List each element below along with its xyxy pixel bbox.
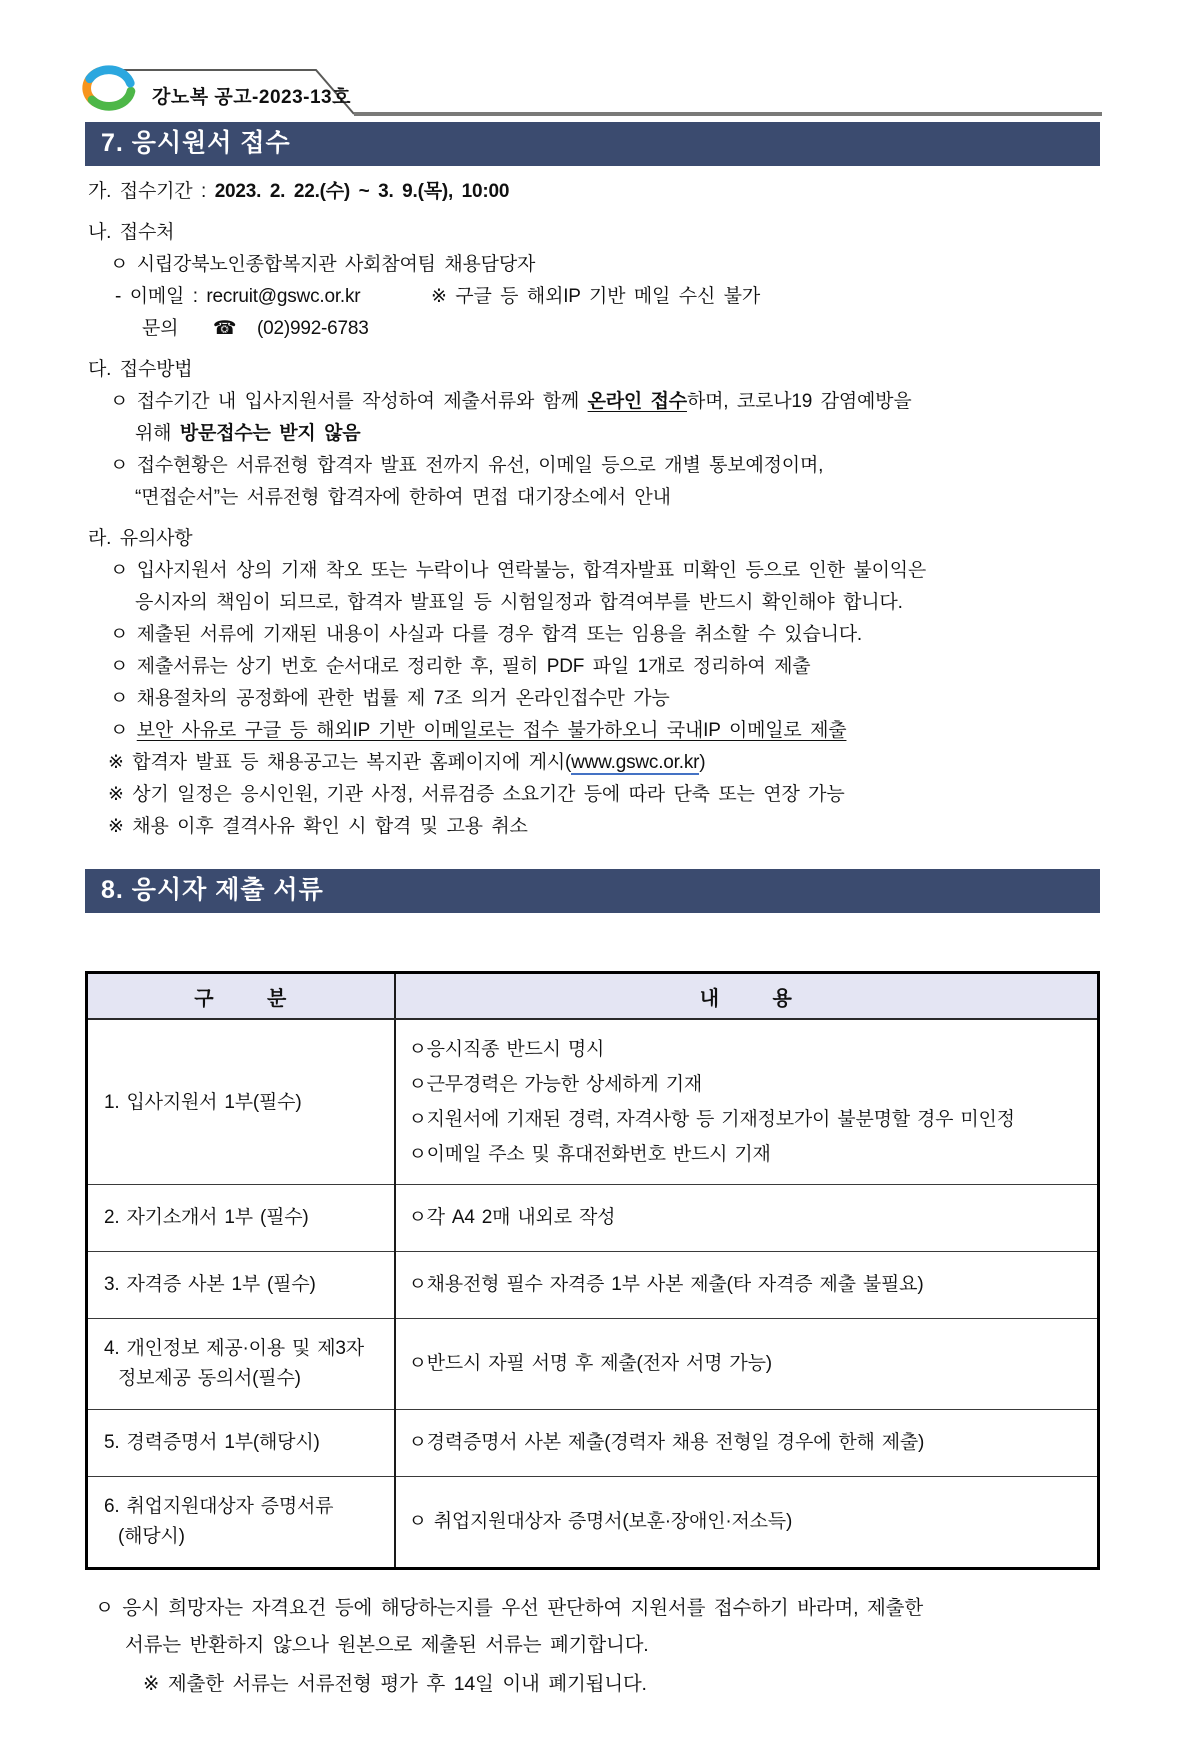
document-page [0, 60, 1190, 1742]
table-row [87, 1477, 1099, 1569]
section-7-content [85, 176, 1104, 843]
table-row [87, 1410, 1099, 1477]
row-6-content: ㅇ 취업지원대상자 증명서(보훈·장애인·저소득) [395, 1477, 1099, 1569]
reception-period-label: 가. 접수기간 : [88, 181, 207, 202]
row-6-category: 6. 취업지원대상자 증명서류 (해당시) [87, 1477, 395, 1569]
no-visit-emphasis: 방문접수는 받지 않음 [179, 423, 361, 444]
row-2-category: 2. 자기소개서 1부 (필수) [87, 1185, 395, 1252]
caution-item-1: ㅇ 입사지원서 상의 기재 착오 또는 누락이나 연락불능, 합격자발표 미확인 등으로 인한 불이익은 [110, 560, 927, 581]
document-number: 강노복 공고-2023-13호 [152, 87, 351, 108]
footer-note-2: ※ 제출한 서류는 서류전형 평가 후 14일 이내 폐기됩니다. [143, 1673, 647, 1695]
table-row [87, 1319, 1099, 1410]
row-5-content: ㅇ경력증명서 사본 제출(경력자 채용 전형일 경우에 한해 제출) [395, 1410, 1099, 1477]
section-7-title-bar [85, 122, 1100, 166]
reception-period-line [85, 176, 1104, 208]
reception-office-heading: 나. 접수처 [88, 222, 175, 243]
table-row [87, 1185, 1099, 1252]
reception-method-heading: 다. 접수방법 [88, 359, 193, 380]
row-4-category: 4. 개인정보 제공·이용 및 제3자 정보제공 동의서(필수) [87, 1319, 395, 1410]
caution-item-5: ㅇ 보안 사유로 구글 등 해외IP 기반 이메일로는 접수 불가하오니 국내IP 이메일로 제출 [110, 720, 847, 741]
table-header-row [87, 973, 1099, 1020]
row-2-content: ㅇ각 A4 2매 내외로 작성 [395, 1185, 1099, 1252]
section-7-title: 7. 응시원서 접수 [101, 129, 291, 157]
email-note: ※ 구글 등 해외IP 기반 메일 수신 불가 [431, 286, 760, 307]
section-8-title-bar [85, 869, 1100, 913]
note-1: ※ 합격자 발표 등 채용공고는 복지관 홈페이지에 게시(www.gswc.or.kr) [108, 752, 706, 773]
footer-note-1: ㅇ 응시 희망자는 자격요건 등에 해당하는지를 우선 판단하여 지원서를 접수하기 바라며, 제출한 [95, 1597, 923, 1619]
table-row [87, 1019, 1099, 1185]
row-3-content: ㅇ채용전형 필수 자격증 1부 사본 제출(타 자격증 제출 불필요) [395, 1252, 1099, 1319]
footer-note-1-cont: 서류는 반환하지 않으나 원본으로 제출된 서류는 폐기합니다. [125, 1634, 649, 1656]
section-8-title: 8. 응시자 제출 서류 [101, 876, 324, 904]
organization-logo-icon [80, 62, 138, 114]
submission-documents-table [85, 971, 1100, 1570]
document-header [78, 60, 1102, 120]
method-item-2: ㅇ 접수현황은 서류전형 합격자 발표 전까지 유선, 이메일 등으로 개별 통보예정이며, [110, 455, 824, 476]
row-3-category: 3. 자격증 사본 1부 (필수) [87, 1252, 395, 1319]
method-item-1: ㅇ 접수기간 내 입사지원서를 작성하여 제출서류와 함께 온라인 접수하며, 코로나19 감염예방을 [110, 391, 912, 412]
column-header-content: 내 용 [395, 973, 1099, 1020]
phone-label: 문의 [142, 318, 179, 339]
caution-item-2: ㅇ 제출된 서류에 기재된 내용이 사실과 다를 경우 합격 또는 임용을 취소할 수 있습니다. [110, 624, 862, 645]
email-value: - 이메일 : recruit@gswc.or.kr [115, 286, 361, 307]
row-1-category: 1. 입사지원서 1부(필수) [87, 1019, 395, 1185]
phone-line [85, 313, 1104, 345]
caution-item-1-cont: 응시자의 책임이 되므로, 합격자 발표일 등 시험일정과 합격여부를 반드시 확인해야 합니다. [135, 592, 903, 613]
note-2: ※ 상기 일정은 응시인원, 기관 사정, 서류검증 소요기간 등에 따라 단축 또는 연장 가능 [108, 784, 845, 805]
row-5-category: 5. 경력증명서 1부(해당시) [87, 1410, 395, 1477]
method-item-1-cont: 위해 방문접수는 받지 않음 [135, 423, 361, 444]
caution-item-3: ㅇ 제출서류는 상기 번호 순서대로 정리한 후, 필히 PDF 파일 1개로 정리하여 제출 [110, 656, 811, 677]
phone-number: (02)992-6783 [256, 318, 369, 339]
reception-office-item: ㅇ 시립강북노인종합복지관 사회참여팀 채용담당자 [110, 254, 536, 275]
caution-item-4: ㅇ 채용절차의 공정화에 관한 법률 제 7조 의거 온라인접수만 가능 [110, 688, 670, 709]
row-4-content: ㅇ반드시 자필 서명 후 제출(전자 서명 가능) [395, 1319, 1099, 1410]
homepage-link[interactable]: www.gswc.or.kr [571, 752, 700, 773]
column-header-category: 구 분 [87, 973, 395, 1020]
row-1-content: ㅇ응시직종 반드시 명시 ㅇ근무경력은 가능한 상세하게 기재 ㅇ지원서에 기재된 경력, 자격사항 등 기재정보가이 불분명할 경우 미인정 ㅇ이메일 주소 및 휴대전화번호 반드시 기재 [395, 1019, 1099, 1185]
online-reception-emphasis: 온라인 접수 [587, 391, 687, 412]
note-3: ※ 채용 이후 결격사유 확인 시 합격 및 고용 취소 [108, 816, 528, 837]
table-row [87, 1252, 1099, 1319]
method-item-2-cont: “면접순서”는 서류전형 합격자에 한하여 면접 대기장소에서 안내 [135, 487, 671, 508]
phone-icon: ☎ [212, 318, 237, 339]
email-line [85, 281, 1104, 313]
caution-heading: 라. 유의사항 [88, 528, 193, 549]
reception-period-value: 2023. 2. 22.(수) ~ 3. 9.(목), 10:00 [214, 181, 510, 202]
table-footer-notes [85, 1590, 1104, 1703]
domestic-ip-emphasis: 보안 사유로 구글 등 해외IP 기반 이메일로는 접수 불가하오니 국내IP 이메일로 제출 [136, 720, 847, 741]
